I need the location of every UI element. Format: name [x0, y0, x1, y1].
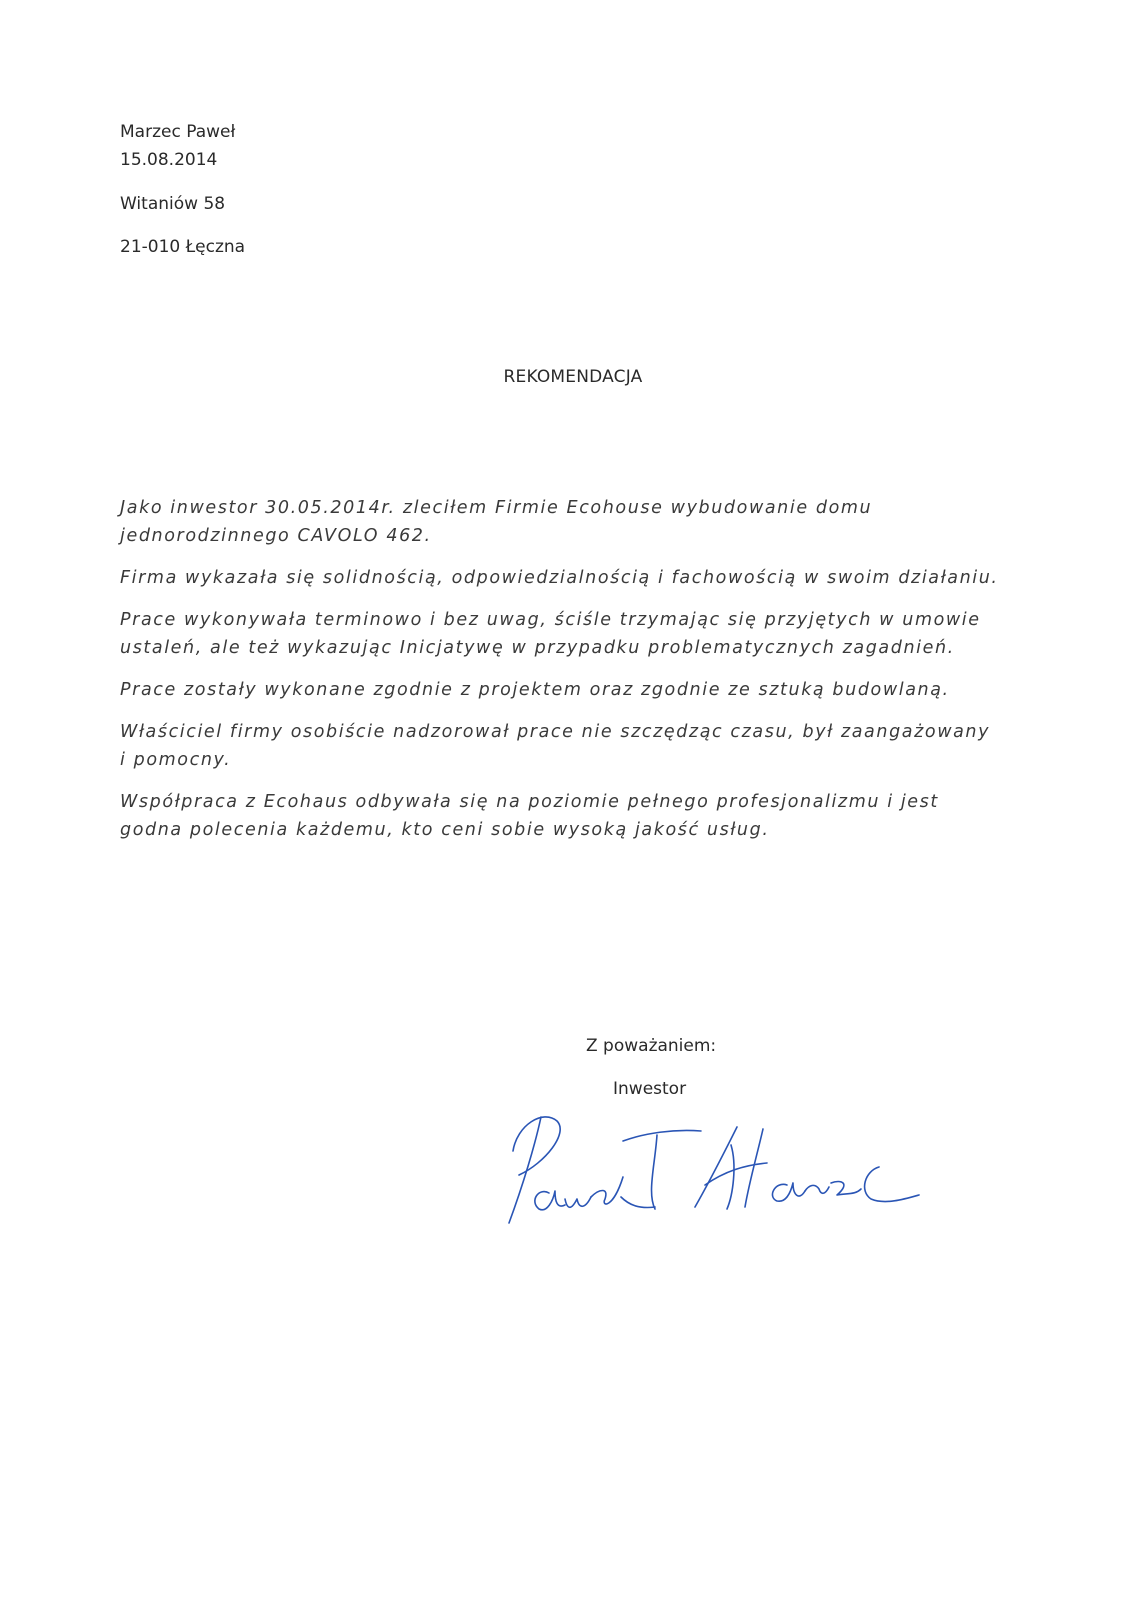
body-paragraph: Prace zostały wykonane zgodnie z projektem oraz zgodnie ze sztuką budowlaną.	[120, 680, 950, 700]
sender-street: Witaniów 58	[120, 194, 226, 214]
body-paragraph: Firma wykazała się solidnością, odpowiedzialnością i fachowością w swoim działaniu.	[120, 568, 999, 588]
sender-postal-city: 21-010 Łęczna	[120, 237, 246, 257]
body-paragraph: Jako inwestor 30.05.2014r. zleciłem Firmie Ecohouse wybudowanie domu jednorodzinnego CAVOLO 462.	[120, 498, 873, 546]
body-paragraph: Prace wykonywała terminowo i bez uwag, ściśle trzymając się przyjętych w umowie ustaleń, ale też wykazując Inicjatywę w przypadku problematycznych zagadnień.	[120, 610, 981, 658]
sender-name: Marzec Paweł	[120, 122, 236, 142]
signature-strokes	[509, 1117, 919, 1223]
document-title-text: REKOMENDACJA	[503, 367, 643, 387]
letter-body	[120, 494, 1000, 858]
closing-regards: Z poważaniem:	[586, 1036, 717, 1056]
closing-role: Inwestor	[613, 1079, 687, 1099]
document-title	[0, 367, 1142, 387]
handwritten-signature	[505, 1105, 925, 1230]
body-paragraph: Współpraca z Ecohaus odbywała się na poziomie pełnego profesjonalizmu i jest godna polecenia każdemu, kto ceni sobie wysoką jakość usług.	[120, 792, 939, 840]
letter-date: 15.08.2014	[120, 150, 218, 170]
body-paragraph: Właściciel firmy osobiście nadzorował prace nie szczędząc czasu, był zaangażowany i pomocny.	[120, 722, 991, 770]
